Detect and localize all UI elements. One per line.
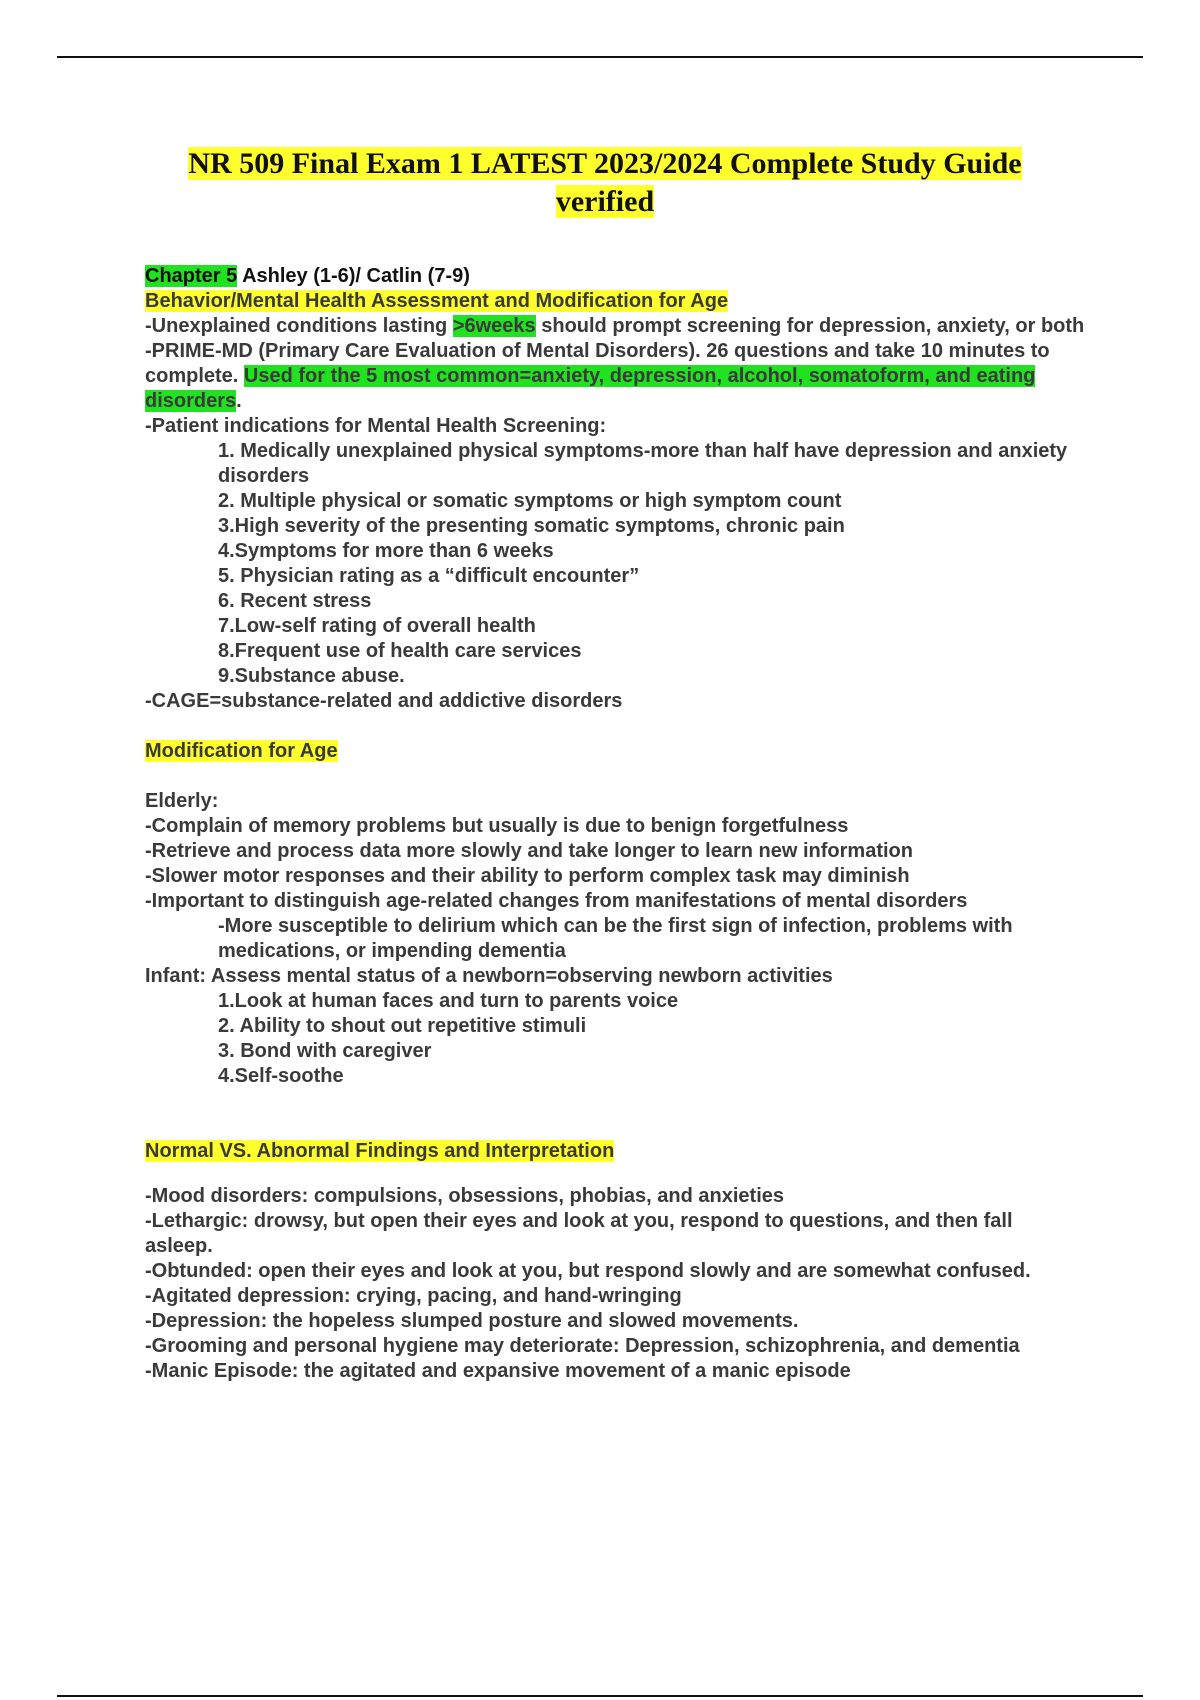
list-item: -Obtunded: open their eyes and look at you, but respond slowly and are somewhat confused. [145,1260,1031,1282]
list-item: 6. Recent stress [218,590,372,612]
list-item: 4.Self-soothe [218,1065,344,1087]
chapter-label: Chapter 5 [145,265,238,287]
indications-intro: -Patient indications for Mental Health Screening: [145,415,607,437]
elderly-label: Elderly: [145,790,219,812]
six-weeks-highlight: >6weeks [452,315,536,337]
list-item: 2. Ability to shout out repetitive stimuli [218,1015,587,1037]
page-title [145,145,1065,221]
section-heading-findings: Normal VS. Abnormal Findings and Interpretation [145,1140,615,1162]
list-item: 2. Multiple physical or somatic symptoms or high symptom count [218,490,842,512]
list-item: -Grooming and personal hygiene may deteriorate: Depression, schizophrenia, and dementia [145,1335,1020,1357]
unexplained-conditions-text: -Unexplained conditions lasting >6weeks should prompt screening for depression, anxiety, or both [145,315,1085,337]
list-item: -Agitated depression: crying, pacing, and hand-wringing [145,1285,682,1307]
list-item: 1. Medically unexplained physical symptoms-more than half have depression and anxiety disorders [218,440,1068,487]
prime-md-highlight: Used for the 5 most common=anxiety, depression, alcohol, somatoform, and eating disorders [145,365,1036,412]
list-item: -Lethargic: drowsy, but open their eyes and look at you, respond to questions, and then fall asleep. [145,1210,1013,1257]
infant-intro: Infant: Assess mental status of a newborn=observing newborn activities [145,965,833,987]
list-item: 9.Substance abuse. [218,665,405,687]
list-item: 1.Look at human faces and turn to parents voice [218,990,679,1012]
chapter-authors: Ashley (1-6)/ Catlin (7-9) [237,265,470,287]
list-item: 8.Frequent use of health care services [218,640,582,662]
document-body [145,264,1085,1384]
list-item: -Retrieve and process data more slowly and take longer to learn new information [145,840,913,862]
list-item: 5. Physician rating as a “difficult encounter” [218,565,640,587]
bottom-rule [57,1695,1143,1697]
chapter-line [145,264,1085,289]
top-rule [57,56,1143,58]
list-item: 3.High severity of the presenting somatic symptoms, chronic pain [218,515,845,537]
infant-list [145,989,1085,1089]
title-line-1: NR 509 Final Exam 1 LATEST 2023/2024 Complete Study Guide [188,147,1022,180]
list-item: -Slower motor responses and their ability to perform complex task may diminish [145,865,910,887]
prime-md-text: -PRIME-MD (Primary Care Evaluation of Mental Disorders). 26 questions and take 10 minutes to complete. Used for the 5 most common=anxiety, depression, alcohol, somatoform, and eating disorders. [145,340,1050,412]
delirium-text: -More susceptible to delirium which can be the first sign of infection, problems with medications, or impending dementia [218,915,1013,962]
list-item: 3. Bond with caregiver [218,1040,432,1062]
list-item: -Important to distinguish age-related changes from manifestations of mental disorders [145,890,968,912]
title-line-2: verified [555,185,655,218]
list-item: 7.Low-self rating of overall health [218,615,536,637]
section-heading-behavior: Behavior/Mental Health Assessment and Modification for Age [145,290,729,312]
indications-list [145,439,1085,689]
cage-text: -CAGE=substance-related and addictive disorders [145,690,623,712]
list-item: -Manic Episode: the agitated and expansive movement of a manic episode [145,1360,851,1382]
list-item: -Depression: the hopeless slumped posture and slowed movements. [145,1310,799,1332]
list-item: -Complain of memory problems but usually is due to benign forgetfulness [145,815,849,837]
list-item: 4.Symptoms for more than 6 weeks [218,540,554,562]
section-heading-modification: Modification for Age [145,740,338,762]
list-item: -Mood disorders: compulsions, obsessions, phobias, and anxieties [145,1185,785,1207]
